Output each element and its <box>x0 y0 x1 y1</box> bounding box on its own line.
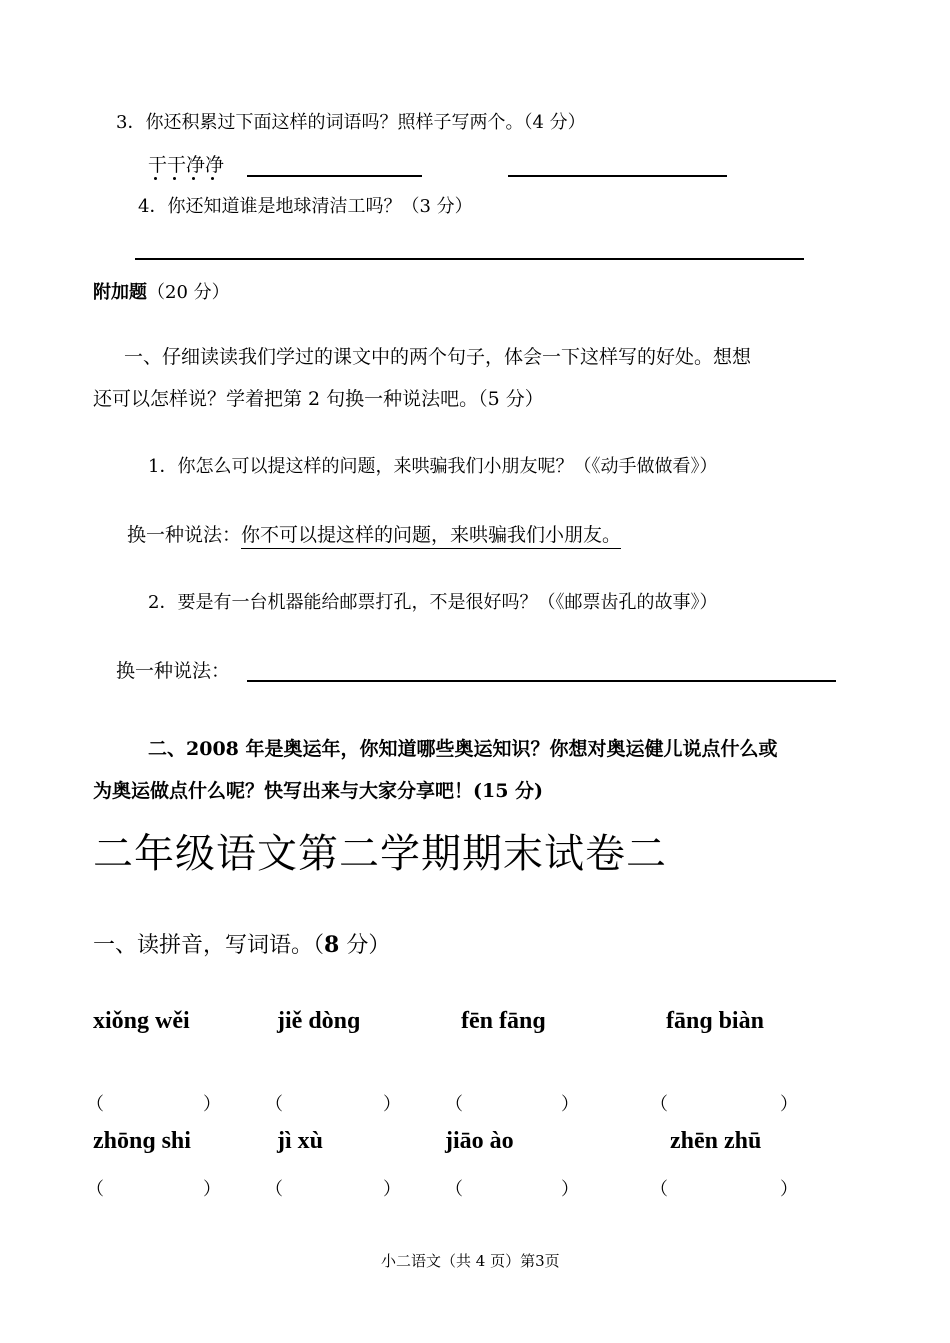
answer-line-q3-1[interactable] <box>247 175 422 177</box>
paren-open: （ <box>86 1094 104 1115</box>
extra-heading <box>93 278 230 304</box>
paren-open: （ <box>265 1094 283 1115</box>
emphasis-dot <box>173 177 176 180</box>
paren-close: ） <box>780 1094 798 1115</box>
paren-close: ） <box>561 1179 579 1200</box>
emphasis-dot <box>154 177 157 180</box>
extra-part1-line2: 还可以怎样说？学着把第 2 句换一种说法吧。（5 分） <box>93 388 544 410</box>
emphasis-dot <box>192 177 195 180</box>
sentence-2: 2．要是有一台机器能给邮票打孔，不是很好吗？（《邮票齿孔的故事》） <box>148 592 718 613</box>
emphasis-dot <box>211 177 214 180</box>
paren-close: ） <box>383 1179 401 1200</box>
question-3-example <box>148 150 224 177</box>
rephrase-1 <box>127 520 621 547</box>
answer-line-rephrase-2[interactable] <box>247 680 836 682</box>
pinyin-item: jì xù <box>277 1128 324 1154</box>
pinyin-item: zhōnɡ shi <box>93 1128 191 1154</box>
exam-title: 二年级语文第二学期期末试卷二 <box>93 831 667 877</box>
rephrase-label-2: 换一种说法： <box>116 660 231 682</box>
extra-part1-line1: 一、仔细读读我们学过的课文中的两个句子，体会一下这样写的好处。想想 <box>124 346 752 368</box>
paren-open: （ <box>445 1094 463 1115</box>
pinyin-item: zhēn zhū <box>670 1128 762 1154</box>
pinyin-item: fānɡ biàn <box>666 1008 764 1034</box>
paren-open: （ <box>650 1179 668 1200</box>
section-1-heading <box>93 928 390 959</box>
sentence-1: 1．你怎么可以提这样的问题，来哄骗我们小朋友呢？（《动手做做看》） <box>148 456 718 477</box>
paren-close: ） <box>780 1179 798 1200</box>
example-word: 干干净净 <box>148 154 225 176</box>
answer-line-q4[interactable] <box>135 258 804 260</box>
paren-close: ） <box>203 1179 221 1200</box>
paren-open: （ <box>86 1179 104 1200</box>
question-4-text: 4．你还知道谁是地球清洁工吗？（3 分） <box>138 196 473 217</box>
question-3-text: 3．你还积累过下面这样的词语吗？照样子写两个。（4 分） <box>116 112 586 133</box>
paren-close: ） <box>203 1094 221 1115</box>
rephrase-label-1: 换一种说法： <box>127 524 242 546</box>
paren-open: （ <box>265 1179 283 1200</box>
paren-open: （ <box>445 1179 463 1200</box>
extra-heading-title: 附加题 <box>93 282 147 303</box>
section-1-heading-num: 8 <box>324 932 340 958</box>
rephrase-answer-1: 你不可以提这样的问题，来哄骗我们小朋友。 <box>241 524 621 549</box>
extra-part2-line1: 二、2008 年是奥运年，你知道哪些奥运知识？你想对奥运健儿说点什么或 <box>148 738 778 760</box>
answer-line-q3-2[interactable] <box>508 175 727 177</box>
pinyin-item: jiāo ào <box>445 1128 514 1154</box>
pinyin-item: fēn fānɡ <box>461 1008 546 1034</box>
section-1-heading-post: 分） <box>339 933 391 958</box>
pinyin-item: jiě dònɡ <box>277 1008 361 1034</box>
section-1-heading-pre: 一、读拼音，写词语。（ <box>93 933 325 958</box>
paren-close: ） <box>383 1094 401 1115</box>
paren-close: ） <box>561 1094 579 1115</box>
pinyin-item: xiǒng wěi <box>93 1008 190 1034</box>
page-footer: 小二语文（共 4 页）第3页 <box>381 1252 560 1270</box>
paren-open: （ <box>650 1094 668 1115</box>
extra-part2-line2: 为奥运做点什么呢？快写出来与大家分享吧！(15 分) <box>93 780 544 802</box>
extra-heading-points: （20 分） <box>147 282 230 303</box>
